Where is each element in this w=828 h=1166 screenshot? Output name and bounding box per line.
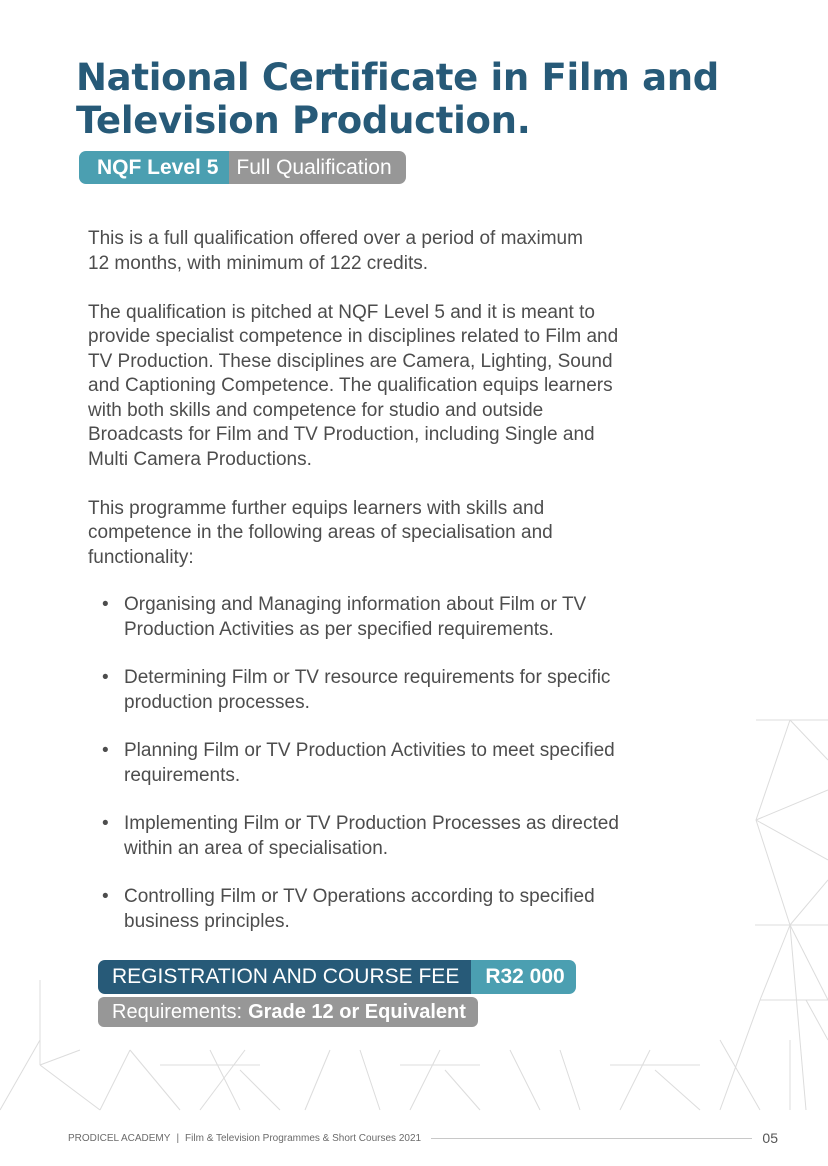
footer-publication: Film & Television Programmes & Short Courses 2021 <box>185 1132 422 1144</box>
list-item <box>100 739 740 788</box>
text-line: competence in the following areas of specialisation and <box>88 522 553 543</box>
page-title <box>76 56 776 142</box>
text-line: Determining Film or TV resource requirements for specific <box>124 667 611 688</box>
text-line: Planning Film or TV Production Activities to meet specified <box>124 740 615 761</box>
title-line-2: Television Production. <box>76 99 531 142</box>
qualification-badge <box>79 151 406 184</box>
description-paragraph-2 <box>88 301 748 473</box>
text-line: with both skills and competence for studio and outside <box>88 399 544 421</box>
text-line: This is a full qualification offered over a period of maximum <box>88 228 583 249</box>
text-line: functionality: <box>88 546 194 568</box>
nqf-level-label: NQF Level 5 <box>79 151 229 184</box>
text-line: provide specialist competence in disciplines related to Film and <box>88 326 619 347</box>
text-line: business principles. <box>124 910 290 932</box>
description <box>88 227 748 595</box>
text-line: Organising and Managing information about Film or TV <box>124 594 587 615</box>
page-number: 05 <box>762 1130 778 1146</box>
text-line: The qualification is pitched at NQF Level 5 and it is meant to <box>88 301 595 323</box>
text-line: Multi Camera Productions. <box>88 448 312 470</box>
requirements-value: Grade 12 or Equivalent <box>248 1000 466 1023</box>
bullet-icon: • <box>102 886 109 907</box>
requirements-label: Requirements: <box>112 1000 243 1023</box>
text-line: and Captioning Competence. The qualification equips learners <box>88 375 613 396</box>
bullet-icon: • <box>102 740 109 761</box>
footer-rule <box>431 1138 752 1139</box>
specialisation-list <box>100 593 740 958</box>
text-line: requirements. <box>124 764 241 786</box>
bullet-icon: • <box>102 813 109 834</box>
list-item <box>100 885 740 934</box>
description-paragraph-1 <box>88 227 748 276</box>
footer-separator: | <box>176 1132 180 1144</box>
text-line: within an area of specialisation. <box>124 837 389 859</box>
text-line: Implementing Film or TV Production Processes as directed <box>124 813 619 834</box>
requirements-badge <box>98 997 478 1027</box>
qualification-type-label: Full Qualification <box>229 151 405 184</box>
text-line: Broadcasts for Film and TV Production, including Single and <box>88 424 595 445</box>
text-line: 12 months, with minimum of 122 credits. <box>88 252 429 274</box>
list-item <box>100 666 740 715</box>
list-item <box>100 812 740 861</box>
fee-amount: R32 000 <box>471 960 575 994</box>
bullet-icon: • <box>102 667 109 688</box>
list-item <box>100 593 740 642</box>
course-fee-badge <box>98 960 576 994</box>
text-line: Production Activities as per specified requirements. <box>124 618 554 640</box>
footer-org: PRODICEL ACADEMY <box>68 1132 171 1144</box>
text-line: TV Production. These disciplines are Camera, Lighting, Sound <box>88 350 613 372</box>
description-paragraph-3 <box>88 497 748 571</box>
page-footer <box>68 1128 778 1148</box>
title-line-1: National Certificate in Film and <box>76 56 719 99</box>
text-line: production processes. <box>124 691 310 713</box>
text-line: This programme further equips learners with skills and <box>88 497 545 519</box>
bullet-icon: • <box>102 594 109 615</box>
fee-label: REGISTRATION AND COURSE FEE <box>98 960 471 994</box>
text-line: Controlling Film or TV Operations according to specified <box>124 886 595 907</box>
